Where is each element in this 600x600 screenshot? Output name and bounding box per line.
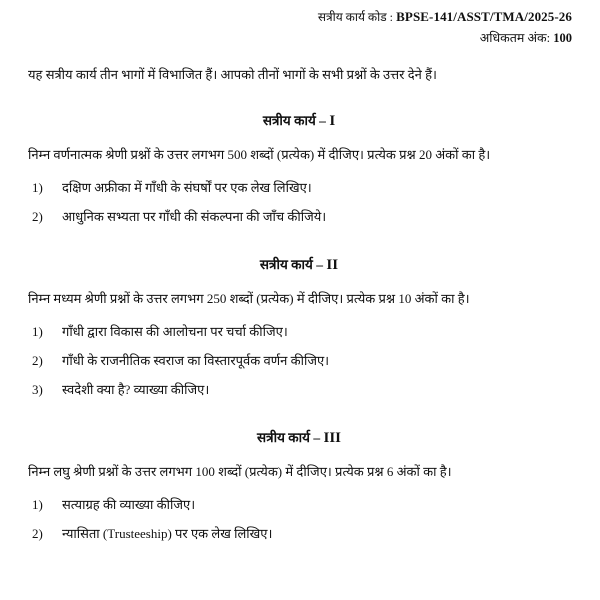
section-2-title-prefix: सत्रीय कार्य –: [259, 257, 324, 272]
section-3: [28, 428, 570, 544]
section-3-title-prefix: सत्रीय कार्य –: [257, 430, 321, 445]
section-1-instruction: निम्न वर्णनात्मक श्रेणी प्रश्नों के उत्तर लगभग 500 शब्दों (प्रत्येक) में दीजिए। प्रत्येक प्रश्न 20 अंकों का है।: [28, 147, 491, 162]
question-number: 3): [32, 382, 43, 397]
question-text: आधुनिक सभ्यता पर गाँधी की संकल्पना की जाँच कीजिये।: [62, 209, 327, 224]
list-item: [28, 178, 570, 198]
question-text: गाँधी द्वारा विकास की आलोचना पर चर्चा कीजिए।: [62, 324, 288, 339]
question-text: सत्याग्रह की व्याख्या कीजिए।: [62, 497, 196, 512]
question-number: 1): [32, 324, 43, 339]
question-text: गाँधी के राजनीतिक स्वराज का विस्तारपूर्वक वर्णन कीजिए।: [62, 353, 330, 368]
document-header: [0, 0, 600, 47]
section-3-title: [28, 428, 570, 447]
section-1-title: [28, 111, 570, 130]
section-1-question-list: [28, 178, 570, 227]
section-2: [28, 255, 570, 400]
section-3-question-list: [28, 495, 570, 544]
intro-paragraph: यह सत्रीय कार्य तीन भागों में विभाजित हैं। आपको तीनों भागों के सभी प्रश्नों के उत्तर देने हैं।: [28, 67, 437, 82]
list-item: [28, 207, 570, 227]
list-item: [28, 380, 570, 400]
section-1-title-prefix: सत्रीय कार्य –: [262, 113, 326, 128]
question-number: 1): [32, 180, 43, 195]
max-marks-line: [28, 29, 572, 47]
section-2-title: [28, 255, 570, 274]
section-2-title-roman: II: [326, 257, 339, 273]
section-3-instruction: निम्न लघु श्रेणी प्रश्नों के उत्तर लगभग 100 शब्दों (प्रत्येक) में दीजिए। प्रत्येक प्रश्न 6 अंकों का है।: [28, 464, 452, 479]
document-body: [0, 47, 600, 544]
question-text: न्यासिता (Trusteeship) पर एक लेख लिखिए।: [62, 526, 273, 541]
assignment-code-label: सत्रीय कार्य कोड :: [317, 10, 394, 24]
max-marks-value: 100: [553, 31, 572, 45]
section-3-title-roman: III: [323, 430, 341, 446]
section-2-instruction: निम्न मध्यम श्रेणी प्रश्नों के उत्तर लगभग 250 शब्दों (प्रत्येक) में दीजिए। प्रत्येक प्रश्न 10 अंकों का है।: [28, 291, 470, 306]
question-text: दक्षिण अफ्रीका में गाँधी के संघर्षों पर एक लेख लिखिए।: [62, 180, 312, 195]
section-2-question-list: [28, 322, 570, 400]
question-number: 2): [32, 526, 43, 541]
assignment-code-line: [28, 8, 572, 26]
question-number: 1): [32, 497, 43, 512]
max-marks-label: अधिकतम अंक:: [479, 31, 551, 45]
question-text: स्वदेशी क्या है? व्याख्या कीजिए।: [62, 382, 210, 397]
list-item: [28, 351, 570, 371]
list-item: [28, 524, 570, 544]
section-1: [28, 111, 570, 227]
section-1-title-roman: I: [329, 113, 336, 129]
question-number: 2): [32, 209, 43, 224]
question-number: 2): [32, 353, 43, 368]
list-item: [28, 495, 570, 515]
assignment-code-value: BPSE-141/ASST/TMA/2025-26: [396, 9, 572, 24]
list-item: [28, 322, 570, 342]
